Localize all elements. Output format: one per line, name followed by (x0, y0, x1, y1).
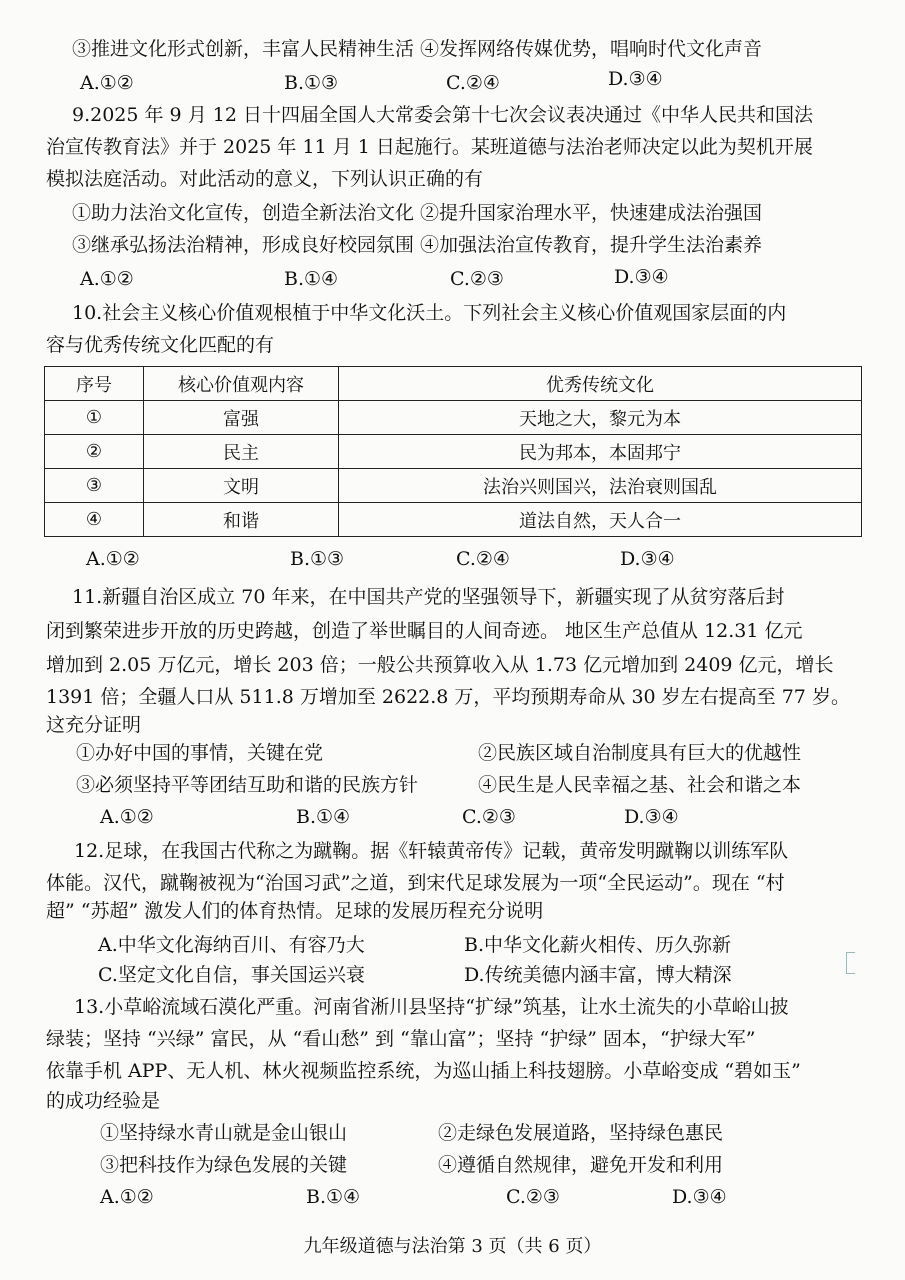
q10-stem-line: 容与优秀传统文化匹配的有 (46, 334, 275, 356)
q12-stem-line: 体能。汉代，蹴鞠被视为“治国习武”之道，到宋代足球发展为一项“全民运动”。现在 “村 (46, 872, 785, 894)
table-cell: 法治兴则国兴，法治衰则国乱 (339, 469, 862, 503)
q9-item-line: ①助力法治文化宣传，创造全新法治文化 ②提升国家治理水平，快速建成法治强国 (72, 202, 763, 224)
q11-item: ①办好中国的事情，关键在党 (76, 742, 324, 764)
q13-stem-line: 13.小草峪流域石漠化严重。河南省淅川县坚持“扩绿”筑基，让水土流失的小草峪山披 (74, 996, 789, 1018)
q9-option-b: B.①④ (284, 268, 339, 290)
scan-mark (846, 952, 855, 974)
table-cell: 天地之大，黎元为本 (339, 401, 862, 435)
q11-item: ④民生是人民幸福之基、社会和谐之本 (478, 774, 802, 796)
q11-stem-line: 11.新疆自治区成立 70 年来，在中国共产党的坚强领导下，新疆实现了从贫穷落后封 (72, 586, 785, 608)
page-footer: 九年级道德与法治第 3 页（共 6 页） (303, 1236, 602, 1257)
table-cell: ② (45, 435, 144, 469)
table-cell: 民为邦本，本固邦宁 (339, 435, 862, 469)
q13-stem-line: 的成功经验是 (46, 1090, 161, 1112)
q11-option-c: C.②③ (462, 806, 516, 828)
q13-item: ①坚持绿水青山就是金山银山 (100, 1122, 348, 1144)
q12-option-a: A.中华文化海纳百川、有容乃大 (98, 934, 365, 956)
q10-option-c: C.②④ (456, 548, 510, 570)
table-header-row (45, 367, 862, 401)
q13-item: ②走绿色发展道路，坚持绿色惠民 (438, 1122, 724, 1144)
table-cell: 道法自然，天人合一 (339, 503, 862, 537)
q9-item-line: ③继承弘扬法治精神，形成良好校园氛围 ④加强法治宣传教育，提升学生法治素养 (72, 234, 763, 256)
table-cell: ④ (45, 503, 144, 537)
q8-option-a: A.①② (80, 72, 134, 94)
q10-option-d: D.③④ (620, 548, 675, 570)
q13-stem-line: 绿装；坚持 “兴绿” 富民，从 “看山愁” 到 “靠山富”；坚持 “护绿” 固本，“护绿大军” (46, 1028, 756, 1050)
q9-option-d: D.③④ (614, 266, 669, 288)
q8-items-line: ③推进文化形式创新，丰富人民精神生活 ④发挥网络传媒优势，唱响时代文化声音 (72, 38, 763, 60)
q12-stem-line: 超” “苏超” 激发人们的体育热情。足球的发展历程充分说明 (46, 900, 544, 922)
q13-option-b: B.①④ (306, 1186, 361, 1208)
q13-option-a: A.①② (100, 1186, 154, 1208)
q11-item: ②民族区域自治制度具有巨大的优越性 (478, 742, 802, 764)
table-row (45, 503, 862, 537)
q11-stem-line: 1391 倍；全疆人口从 511.8 万增加至 2622.8 万，平均预期寿命从 30 岁左右提高至 77 岁。 (46, 686, 850, 708)
q13-stem-line: 依靠手机 APP、无人机、林火视频监控系统，为巡山插上科技翅膀。小草峪变成 “碧如玉” (46, 1060, 801, 1082)
table-row (45, 435, 862, 469)
table-header-cell: 序号 (45, 367, 144, 401)
table-header-cell: 优秀传统文化 (339, 367, 862, 401)
q11-option-a: A.①② (100, 806, 154, 828)
table-cell: 民主 (144, 435, 339, 469)
q13-item: ③把科技作为绿色发展的关键 (100, 1154, 348, 1176)
q11-option-d: D.③④ (624, 806, 679, 828)
table-row (45, 469, 862, 503)
q11-stem-line: 闭到繁荣进步开放的历史跨越，创造了举世瞩目的人间奇迹。 地区生产总值从 12.31 亿元 (46, 620, 803, 642)
q13-option-d: D.③④ (672, 1186, 727, 1208)
q9-option-a: A.①② (80, 268, 134, 290)
q8-option-b: B.①③ (284, 72, 339, 94)
q9-stem-line: 9.2025 年 9 月 12 日十四届全国人大常委会第十七次会议表决通过《中华人民共和国法 (72, 104, 813, 126)
q10-option-a: A.①② (86, 548, 140, 570)
q12-option-b: B.中华文化薪火相传、历久弥新 (464, 934, 732, 956)
q12-stem-line: 12.足球，在我国古代称之为蹴鞠。据《轩辕黄帝传》记载，黄帝发明蹴鞠以训练军队 (74, 840, 789, 862)
values-table (44, 366, 862, 537)
q9-stem-line: 模拟法庭活动。对此活动的意义，下列认识正确的有 (46, 168, 484, 190)
q11-stem-line: 这充分证明 (46, 714, 142, 736)
table-row (45, 401, 862, 435)
q12-option-d: D.传统美德内涵丰富，博大精深 (464, 964, 732, 986)
q13-item: ④遵循自然规律，避免开发和利用 (438, 1154, 724, 1176)
table-header-cell: 核心价值观内容 (144, 367, 339, 401)
q8-option-d: D.③④ (608, 68, 663, 90)
q11-option-b: B.①④ (296, 806, 351, 828)
table-cell: ① (45, 401, 144, 435)
q13-option-c: C.②③ (506, 1186, 560, 1208)
table-cell: ③ (45, 469, 144, 503)
q9-stem-line: 治宣传教育法》并于 2025 年 11 月 1 日起施行。某班道德与法治老师决定以此为契机开展 (46, 136, 813, 158)
table-cell: 和谐 (144, 503, 339, 537)
q12-option-c: C.坚定文化自信，事关国运兴衰 (98, 964, 365, 986)
q10-stem-line: 10.社会主义核心价值观根植于中华文化沃土。下列社会主义核心价值观国家层面的内 (72, 302, 787, 324)
q8-option-c: C.②④ (446, 72, 500, 94)
q10-option-b: B.①③ (290, 548, 345, 570)
q11-stem-line: 增加到 2.05 万亿元，增长 203 倍；一般公共预算收入从 1.73 亿元增加到 2409 亿元，增长 (46, 654, 834, 676)
table-cell: 富强 (144, 401, 339, 435)
table-cell: 文明 (144, 469, 339, 503)
q9-option-c: C.②③ (450, 268, 504, 290)
q11-item: ③必须坚持平等团结互助和谐的民族方针 (76, 774, 419, 796)
